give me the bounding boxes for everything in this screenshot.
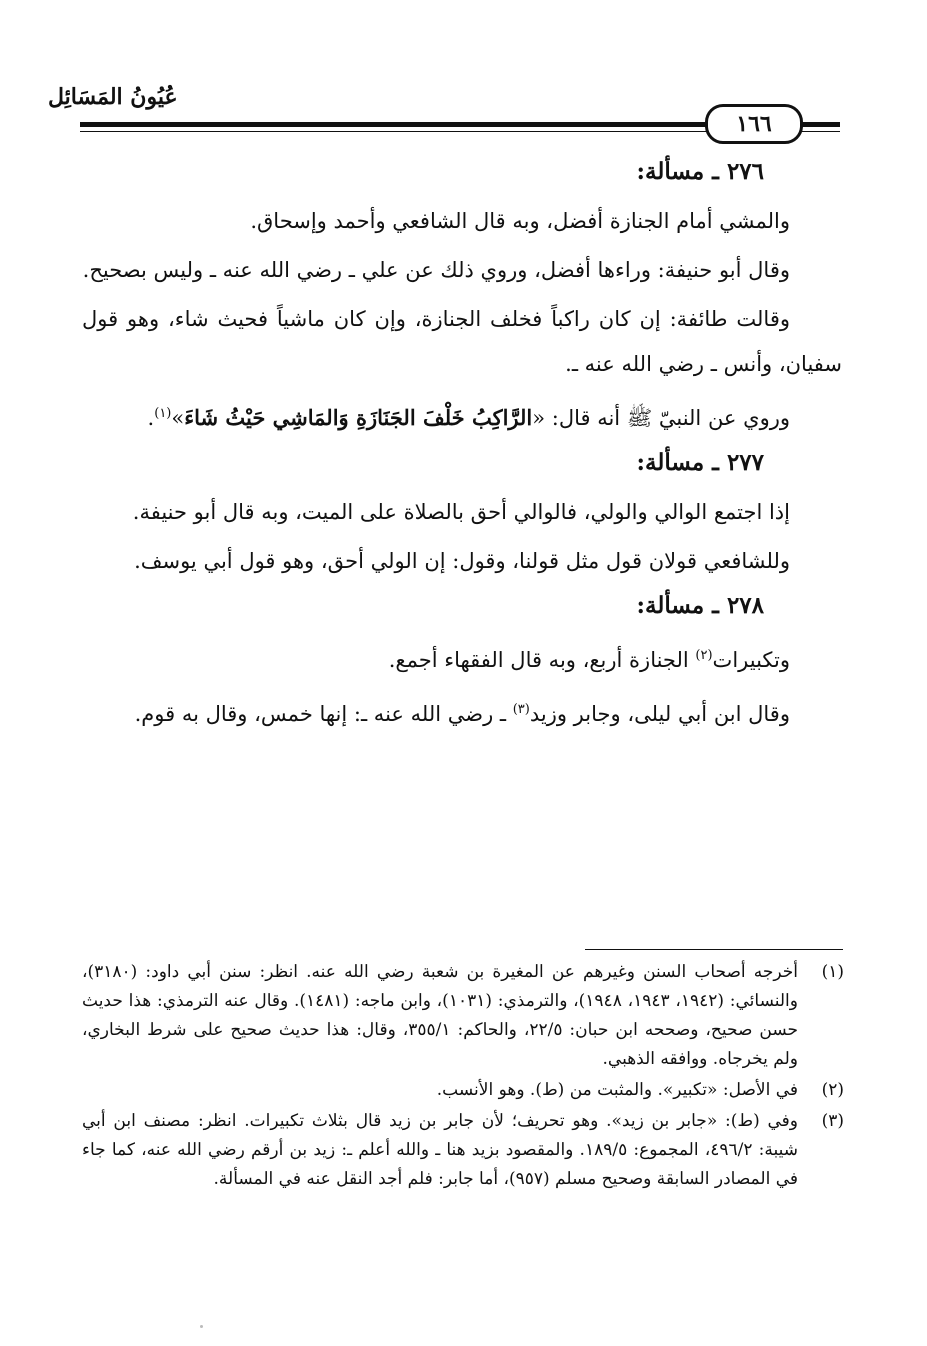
footnote-number: (١) bbox=[821, 962, 844, 982]
running-header-title: عُيُونُ المَسَائِل bbox=[48, 84, 178, 110]
footnote-item bbox=[82, 958, 844, 1074]
footnote-text: في الأصل: «تكبير». والمثبت من (ط). وهو الأنسب. bbox=[436, 1080, 798, 1100]
paragraph bbox=[82, 633, 842, 683]
page-number-badge: ١٦٦ bbox=[705, 104, 803, 144]
issue-heading-278: ٢٧٨ ـ مسألة: bbox=[636, 592, 764, 619]
paragraph: إذا اجتمع الوالي والولي، فالوالي أحق بالصلاة على الميت، وبه قال أبو حنيفة. bbox=[132, 500, 790, 524]
footnote-number: (٣) bbox=[821, 1111, 844, 1131]
paragraph: وقال أبو حنيفة: وراءها أفضل، وروي ذلك عن علي ـ رضي الله عنه ـ وليس بصحيح. bbox=[82, 258, 790, 282]
paragraph-text: وتكبيرات bbox=[712, 648, 790, 672]
paragraph bbox=[82, 687, 842, 737]
footnote-separator bbox=[585, 949, 843, 950]
footnotes bbox=[82, 958, 844, 1196]
footnote-ref[interactable]: (١) bbox=[154, 406, 172, 421]
footnote-ref[interactable]: (٢) bbox=[695, 648, 713, 663]
footnote-text: أخرجه أصحاب السنن وغيرهم عن المغيرة بن شعبة رضي الله عنه. انظر: سنن أبي داود: (٣١٨٠)، والنسائي: (١٩٤٢، ١٩٤٣، ١٩٤٨)، والترمذي: (١٠٣١)، وابن ماجه: (١٤٨١). وقال عنه الترمذي: هذا حديث حسن صحيح، وصححه ابن حبان: ٢٢/٥، والحاكم: ٣٥٥/١، وقال: هذا حديث صحيح على شرط البخاري، ولم يخرجاه. ووافقه الذهبي. bbox=[82, 962, 798, 1069]
main-text bbox=[82, 150, 842, 741]
footnote-ref[interactable]: (٣) bbox=[512, 702, 530, 717]
paragraph: وللشافعي قولان قول مثل قولنا، وقول: إن الولي أحق، وهو قول أبي يوسف. bbox=[134, 549, 790, 573]
footnote-number: (٢) bbox=[821, 1080, 844, 1100]
paragraph: والمشي أمام الجنازة أفضل، وبه قال الشافعي وأحمد وإسحاق. bbox=[250, 209, 790, 233]
hadith-end: . bbox=[147, 406, 155, 430]
paragraph: وقالت طائفة: إن كان راكباً فخلف الجنازة، وإن كان ماشياً فحيث شاء، وهو قول سفيان، وأنس ـ رضي الله عنه ـ. bbox=[82, 307, 842, 376]
footnote-item bbox=[82, 1107, 844, 1194]
issue-heading-277: ٢٧٧ ـ مسألة: bbox=[636, 449, 764, 476]
hadith-text: الرَّاكِبُ خَلْفَ الجَنَازَةِ وَالمَاشِي حَيْثُ شَاءَ bbox=[184, 405, 533, 430]
paragraph-text: الجنازة أربع، وبه قال الفقهاء أجمع. bbox=[388, 648, 696, 672]
paragraph-text: ـ رضي الله عنه ـ: إنها خمس، وقال به قوم. bbox=[134, 702, 513, 726]
footnote-item bbox=[82, 1076, 844, 1105]
hadith-paragraph bbox=[82, 391, 842, 441]
footnote-text: وفي (ط): «جابر بن زيد». وهو تحريف؛ لأن جابر بن زيد قال بثلاث تكبيرات. انظر: مصنف ابن أبي شيبة: ٤٩٦/٢، المجموع: ١٨٩/٥. والمقصود بزيد هنا ـ والله أعلم ـ: زيد بن أرقم رضي الله عنه، كما جاء في المصادر السابقة وصحيح مسلم (٩٥٧)، أما جابر: فلم أجد النقل عنه في المسألة. bbox=[82, 1111, 799, 1189]
hadith-intro: وروي عن النبيّ ﷺ أنه قال: « bbox=[532, 406, 790, 430]
paragraph-text: وقال ابن أبي ليلى، وجابر وزيد bbox=[529, 702, 790, 726]
hadith-close: » bbox=[171, 406, 185, 430]
issue-heading-276: ٢٧٦ ـ مسألة: bbox=[636, 158, 764, 185]
scan-speck bbox=[200, 1325, 203, 1328]
